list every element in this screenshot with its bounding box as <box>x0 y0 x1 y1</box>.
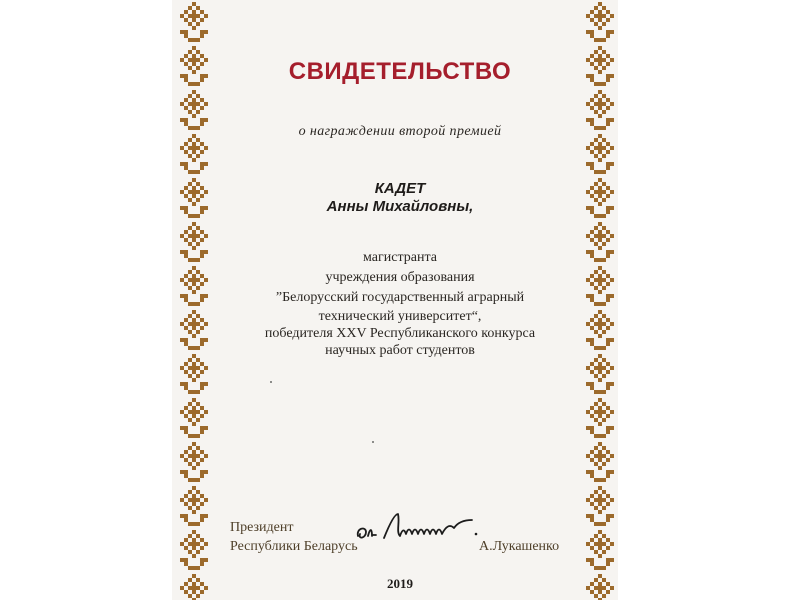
recipient-given-names: Анны Михайловны, <box>326 198 474 215</box>
body-line: магистранта <box>363 250 437 265</box>
right-ornament-border <box>586 0 614 600</box>
body-line: научных работ студентов <box>325 343 475 358</box>
issue-year: 2019 <box>387 576 413 591</box>
signatory-name: А.Лукашенко <box>479 539 560 554</box>
left-ornament-border <box>180 0 208 600</box>
body-line: учреждения образования <box>325 270 475 285</box>
certificate-title: СВИДЕТЕЛЬСТВО <box>288 58 512 85</box>
body-line: ”Белорусский государственный аграрный <box>275 290 525 305</box>
body-line: победителя XXV Республиканского конкурса <box>264 326 536 341</box>
signatory-title-line2: Республики Беларусь <box>230 539 358 554</box>
handwritten-signature <box>354 508 490 548</box>
paper-speck <box>270 381 272 383</box>
recipient-surname: КАДЕТ <box>374 180 426 197</box>
signatory-title-line1: Президент <box>230 520 294 535</box>
paper-speck <box>372 441 374 443</box>
body-line: технический университет“, <box>318 309 482 324</box>
award-subtitle: о награждении второй премией <box>298 124 502 139</box>
